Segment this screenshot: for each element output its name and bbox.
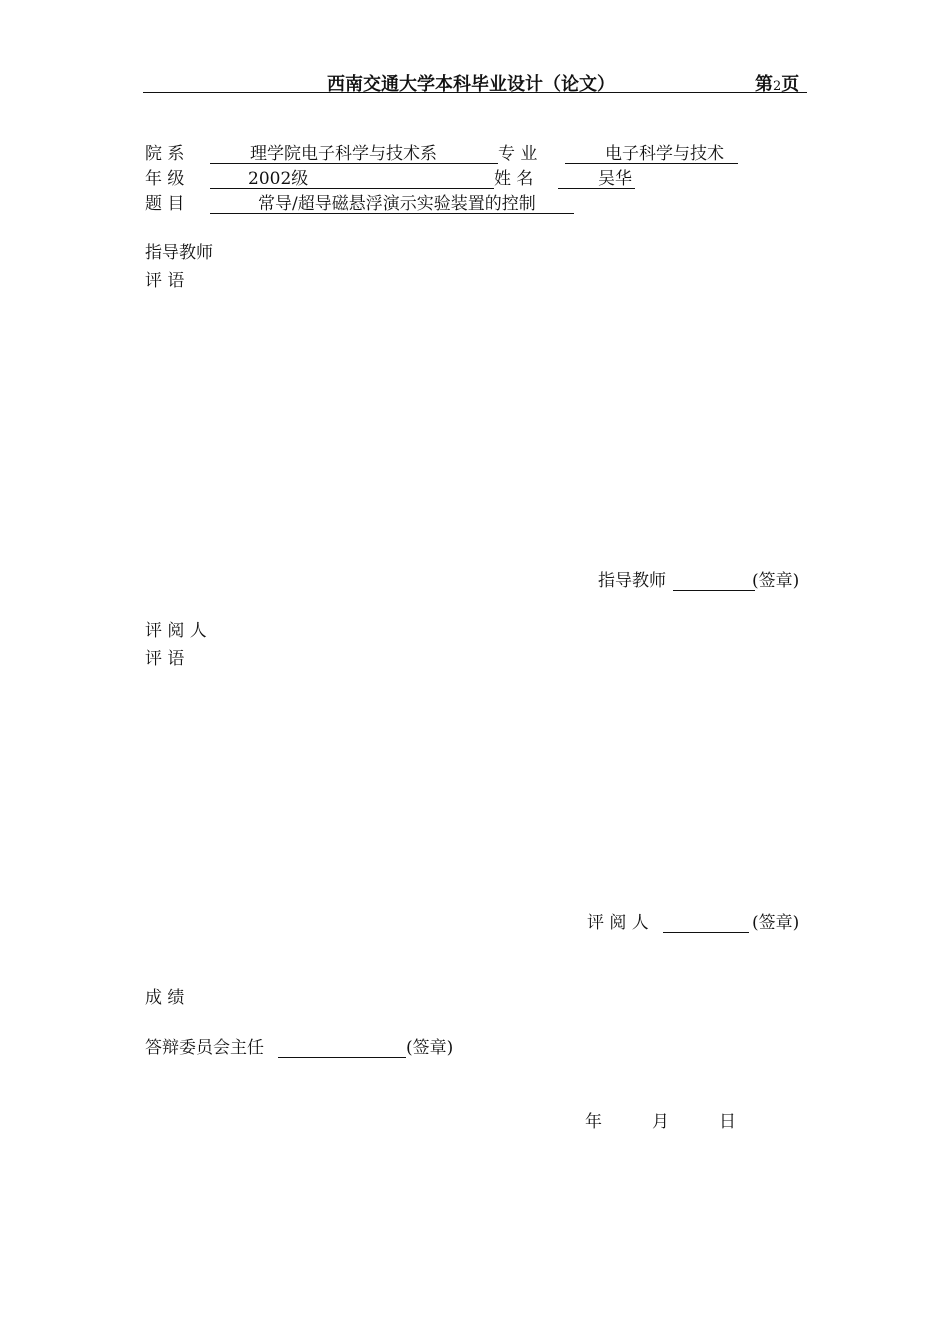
page-header-title: 西南交通大学本科毕业设计（论文） bbox=[327, 74, 615, 95]
grade-value: 2002级 bbox=[210, 169, 494, 189]
advisor-sign-suffix: (签章) bbox=[752, 571, 800, 591]
reviewer-signature-line bbox=[663, 932, 749, 933]
date-year-label: 年 bbox=[585, 1112, 602, 1132]
dept-label: 院 系 bbox=[145, 144, 185, 164]
date-day-label: 日 bbox=[719, 1112, 736, 1132]
page-number-value: 2 bbox=[773, 79, 782, 94]
advisor-label: 指导教师 bbox=[145, 243, 213, 263]
major-label: 专 业 bbox=[498, 144, 538, 164]
reviewer-comments-label: 评 语 bbox=[145, 649, 185, 669]
grade-result-label: 成 绩 bbox=[145, 988, 185, 1008]
committee-sign-suffix: (签章) bbox=[406, 1038, 454, 1058]
page-number-suffix: 页 bbox=[781, 74, 800, 95]
name-value: 吴华 bbox=[558, 169, 635, 189]
name-label: 姓 名 bbox=[494, 169, 534, 189]
reviewer-sign-suffix: (签章) bbox=[752, 913, 800, 933]
header-rule bbox=[143, 92, 807, 93]
dept-value: 理学院电子科学与技术系 bbox=[210, 144, 498, 164]
committee-signature-line bbox=[278, 1057, 406, 1058]
reviewer-sign-label: 评 阅 人 bbox=[587, 913, 649, 933]
topic-label: 题 目 bbox=[145, 194, 185, 214]
committee-sign-label: 答辩委员会主任 bbox=[145, 1038, 264, 1058]
major-value: 电子科学与技术 bbox=[565, 144, 738, 164]
reviewer-label: 评 阅 人 bbox=[145, 621, 207, 641]
advisor-comments-label: 评 语 bbox=[145, 271, 185, 291]
advisor-signature-line bbox=[673, 590, 755, 591]
topic-value: 常导/超导磁悬浮演示实验装置的控制 bbox=[210, 194, 574, 214]
grade-label: 年 级 bbox=[145, 169, 185, 189]
date-month-label: 月 bbox=[652, 1112, 669, 1132]
advisor-sign-label: 指导教师 bbox=[598, 571, 666, 591]
page-number-prefix: 第 bbox=[755, 74, 773, 95]
